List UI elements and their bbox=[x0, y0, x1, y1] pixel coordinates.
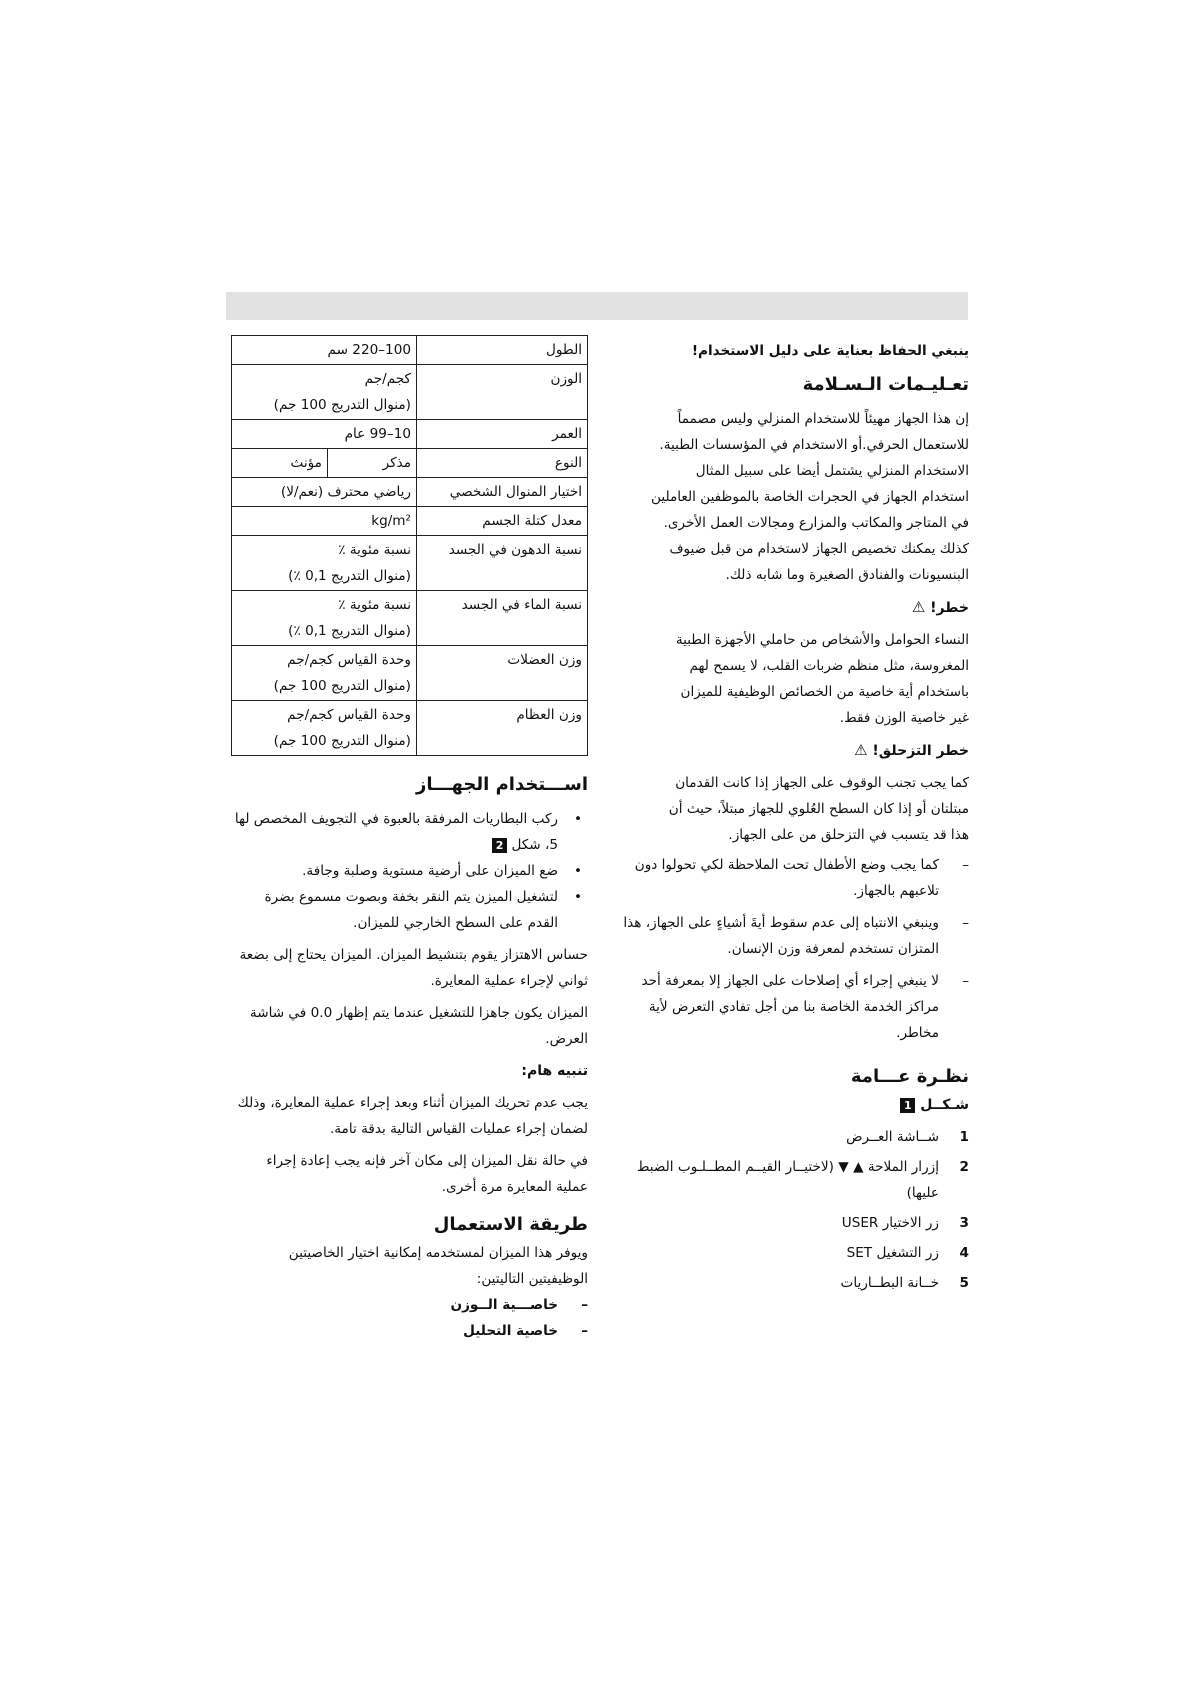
precautions-list bbox=[617, 852, 969, 1046]
list-item: – خاصية التحليل bbox=[231, 1318, 588, 1344]
spec-value-line: (منوال التدريج 0,1 ٪) bbox=[288, 623, 411, 639]
danger-label: خطر! bbox=[930, 600, 969, 616]
spec-label: اختيار المنوال الشخصي bbox=[417, 478, 588, 507]
safety-line: كذلك يمكنك تخصيص الجهاز لاستخدام من قبل ضيوف bbox=[669, 541, 969, 557]
spec-value-line: نسبة مئوية ٪ bbox=[338, 542, 411, 558]
slip-paragraph bbox=[617, 770, 969, 848]
table-row bbox=[232, 591, 588, 646]
spec-value-line: 100–220 سم bbox=[327, 342, 411, 358]
slip-label: خطر التزحلق! bbox=[872, 743, 969, 759]
table-row bbox=[232, 507, 588, 536]
list-item bbox=[617, 1240, 969, 1266]
list-item: – خاصـــية الــوزن bbox=[231, 1292, 588, 1318]
table-row bbox=[232, 478, 588, 507]
part-label: زر الاختيار USER bbox=[841, 1215, 939, 1231]
table-row bbox=[232, 336, 588, 365]
spec-value-female: مؤنث bbox=[232, 449, 328, 478]
part-number: 4 bbox=[959, 1245, 969, 1261]
warning-triangle-icon: ⚠ bbox=[854, 741, 868, 759]
list-item: – وينبغي الانتباه إلى عدم سقوط أيةَ أشياءٍ على الجهاز، هذا المتزان تستخدم لمعرفة وزن الإنسان. bbox=[617, 910, 969, 962]
spec-value-line: (منوال التدريج 100 جم) bbox=[273, 397, 411, 413]
warning-triangle-icon: ⚠ bbox=[911, 598, 926, 616]
spec-value-line: (منوال التدريج 100 جم) bbox=[273, 678, 411, 694]
list-item: • لتشغيل الميزن يتم النقر بخفة وبصوت مسموع بضرة القدم على السطح الخارجي للميزان. bbox=[231, 884, 588, 936]
spec-label: الطول bbox=[417, 336, 588, 365]
part-label: شــاشة العــرض bbox=[846, 1129, 939, 1145]
list-item bbox=[617, 1270, 969, 1296]
slip-heading bbox=[617, 737, 969, 764]
list-item: – لا ينبغي إجراء أي إصلاحات على الجهاز إلا بمعرفة أحد مراكز الخدمة الخاصة بنا من أجل تفادي التعرض لأية مخاطر. bbox=[617, 968, 969, 1046]
lead-note: ينبغي الحفاظ بعناية على دليل الاستخدام! bbox=[691, 343, 969, 359]
danger-heading bbox=[617, 594, 969, 621]
spec-value bbox=[232, 336, 417, 365]
danger-line: غير خاصية الوزن فقط. bbox=[839, 710, 969, 726]
spec-label: وزن العضلات bbox=[417, 646, 588, 701]
method-heading: طريقة الاستعمال bbox=[433, 1214, 588, 1235]
usage-list bbox=[231, 806, 588, 936]
overview-heading: نظـرة عـــامة bbox=[850, 1066, 969, 1087]
part-number: 3 bbox=[959, 1215, 969, 1231]
spec-label: العمر bbox=[417, 420, 588, 449]
spec-value bbox=[232, 646, 417, 701]
note-text: في حالة نقل الميزان إلى مكان آخر فإنه يجب إعادة إجراء عملية المعايرة مرة أخرى. bbox=[266, 1153, 588, 1195]
danger-line: المغروسة، مثل منظم ضربات القلب، لا يسمح لهم bbox=[689, 658, 969, 674]
part-number: 5 bbox=[959, 1275, 969, 1291]
list-item: – كما يجب وضع الأطفال تحت الملاحظة لكي تحولوا دون تلاعبهم بالجهاز. bbox=[617, 852, 969, 904]
safety-line: إن هذا الجهاز مهيئاً للاستخدام المنزلي وليس مصمماً bbox=[677, 411, 969, 427]
method-list bbox=[231, 1292, 588, 1344]
danger-line: باستخدام أية خاصية من الخصائص الوظيفية للميزان bbox=[680, 684, 969, 700]
safety-line: استخدام الجهاز في الحجرات الخاصة بالموظفين العاملين bbox=[651, 489, 969, 505]
table-row bbox=[232, 646, 588, 701]
safety-line: البنسيونات والفنادق الصغيرة وما شابه ذلك. bbox=[725, 567, 969, 583]
figure-number-badge: 2 bbox=[492, 838, 507, 853]
slip-line: هذا قد يتسبب في التزحلق من على الجهاز. bbox=[728, 827, 969, 843]
left-column bbox=[231, 335, 588, 1344]
note-text: يجب عدم تحريك الميزان أثناء وبعد إجراء عملية المعايرة، وذلك لضمان إجراء عمليات القياس التالية بدقة تامة. bbox=[237, 1095, 588, 1137]
spec-value-line: نسبة مئوية ٪ bbox=[338, 597, 411, 613]
list-item bbox=[231, 806, 588, 858]
spec-value-male: مذكر bbox=[327, 449, 416, 478]
note-heading: تنبيه هام: bbox=[521, 1063, 588, 1079]
safety-line: الاستخدام المنزلي يشتمل أيضا على سبيل المثال bbox=[695, 463, 969, 479]
safety-line: في المتاجر والمكاتب والمزارع ومجالات العمل الأخرى. bbox=[663, 515, 969, 531]
danger-line: النساء الحوامل والأشخاص من حاملي الأجهزة الطبية bbox=[675, 632, 969, 648]
spec-value-line: 10–99 عام bbox=[344, 426, 411, 442]
right-column bbox=[617, 338, 969, 1300]
header-band bbox=[226, 292, 968, 320]
spec-value-line: رياضي محترف (نعم/لا) bbox=[280, 484, 411, 500]
spec-value bbox=[232, 420, 417, 449]
safety-heading: تعـليـمات الـسـلامة bbox=[802, 374, 969, 395]
spec-value-line: (منوال التدريج 0,1 ٪) bbox=[288, 568, 411, 584]
table-row bbox=[232, 449, 588, 478]
danger-paragraph bbox=[617, 627, 969, 731]
list-item bbox=[617, 1210, 969, 1236]
figure-word: شـكــل bbox=[920, 1097, 969, 1113]
spec-label: معدل كتلة الجسم bbox=[417, 507, 588, 536]
spec-table bbox=[231, 335, 588, 756]
spec-value bbox=[232, 591, 417, 646]
spec-value-line: وحدة القياس كجم/جم bbox=[287, 652, 411, 668]
table-row bbox=[232, 701, 588, 756]
spec-value bbox=[232, 478, 417, 507]
part-label: زر التشغيل SET bbox=[846, 1245, 939, 1261]
method-text: ويوفر هذا الميزان لمستخدمه إمكانية اختيار الخاصيتين الوظيفيتين التاليتين: bbox=[288, 1245, 588, 1287]
table-row bbox=[232, 365, 588, 420]
spec-value-line: وحدة القياس كجم/جم bbox=[287, 707, 411, 723]
spec-label: الوزن bbox=[417, 365, 588, 420]
parts-list bbox=[617, 1124, 969, 1296]
spec-value-line: (منوال التدريج 100 جم) bbox=[273, 733, 411, 749]
safety-line: للاستعمال الحرفي.أو الاستخدام في المؤسسات الطبية. bbox=[659, 437, 969, 453]
bullet-text: ركب البطاريات المرفقة بالعبوة في التجويف المخصص لها 5، شكل bbox=[234, 811, 558, 853]
spec-label: النوع bbox=[417, 449, 588, 478]
figure-1-label bbox=[617, 1092, 969, 1118]
table-row bbox=[232, 420, 588, 449]
ready-text: الميزان يكون جاهزا للتشغيل عندما يتم إظهار 0.0 في شاشة العرض. bbox=[249, 1005, 588, 1047]
slip-line: كما يجب تجنب الوقوف على الجهاز إذا كانت القدمان bbox=[675, 775, 969, 791]
spec-value bbox=[232, 701, 417, 756]
slip-line: مبتلتان أو إذا كان السطح العُلوي للجهاز مبتلاً، حيث أن bbox=[668, 801, 969, 817]
list-item: • ضع الميزان على أرضية مستوية وصلبة وجافة. bbox=[231, 858, 588, 884]
list-item bbox=[617, 1154, 969, 1206]
usage-heading: اســـتخدام الجهـــاز bbox=[415, 774, 588, 795]
spec-label: نسبة الماء في الجسد bbox=[417, 591, 588, 646]
part-label: خــانة البطــاريات bbox=[840, 1275, 939, 1291]
spec-value bbox=[232, 507, 417, 536]
figure-number-badge: 1 bbox=[900, 1098, 915, 1113]
part-label: إزرار الملاحة ▲ ▼ (لاختيــار القيــم المطــلـوب الضبط عليها) bbox=[636, 1159, 939, 1201]
spec-value-line: كجم/جم bbox=[364, 371, 411, 387]
table-row bbox=[232, 536, 588, 591]
sensor-text: حساس الاهتزاز يقوم بتنشيط الميزان. الميزان يحتاج إلى بضعة ثواني لإجراء عملية المعايرة. bbox=[239, 947, 588, 989]
safety-paragraph bbox=[617, 406, 969, 588]
part-number: 2 bbox=[959, 1159, 969, 1175]
spec-value-line: kg/m² bbox=[371, 513, 411, 529]
list-item bbox=[617, 1124, 969, 1150]
spec-value bbox=[232, 536, 417, 591]
spec-value bbox=[232, 365, 417, 420]
spec-label: وزن العظام bbox=[417, 701, 588, 756]
spec-label: نسبة الدهون في الجسد bbox=[417, 536, 588, 591]
part-number: 1 bbox=[959, 1129, 969, 1145]
